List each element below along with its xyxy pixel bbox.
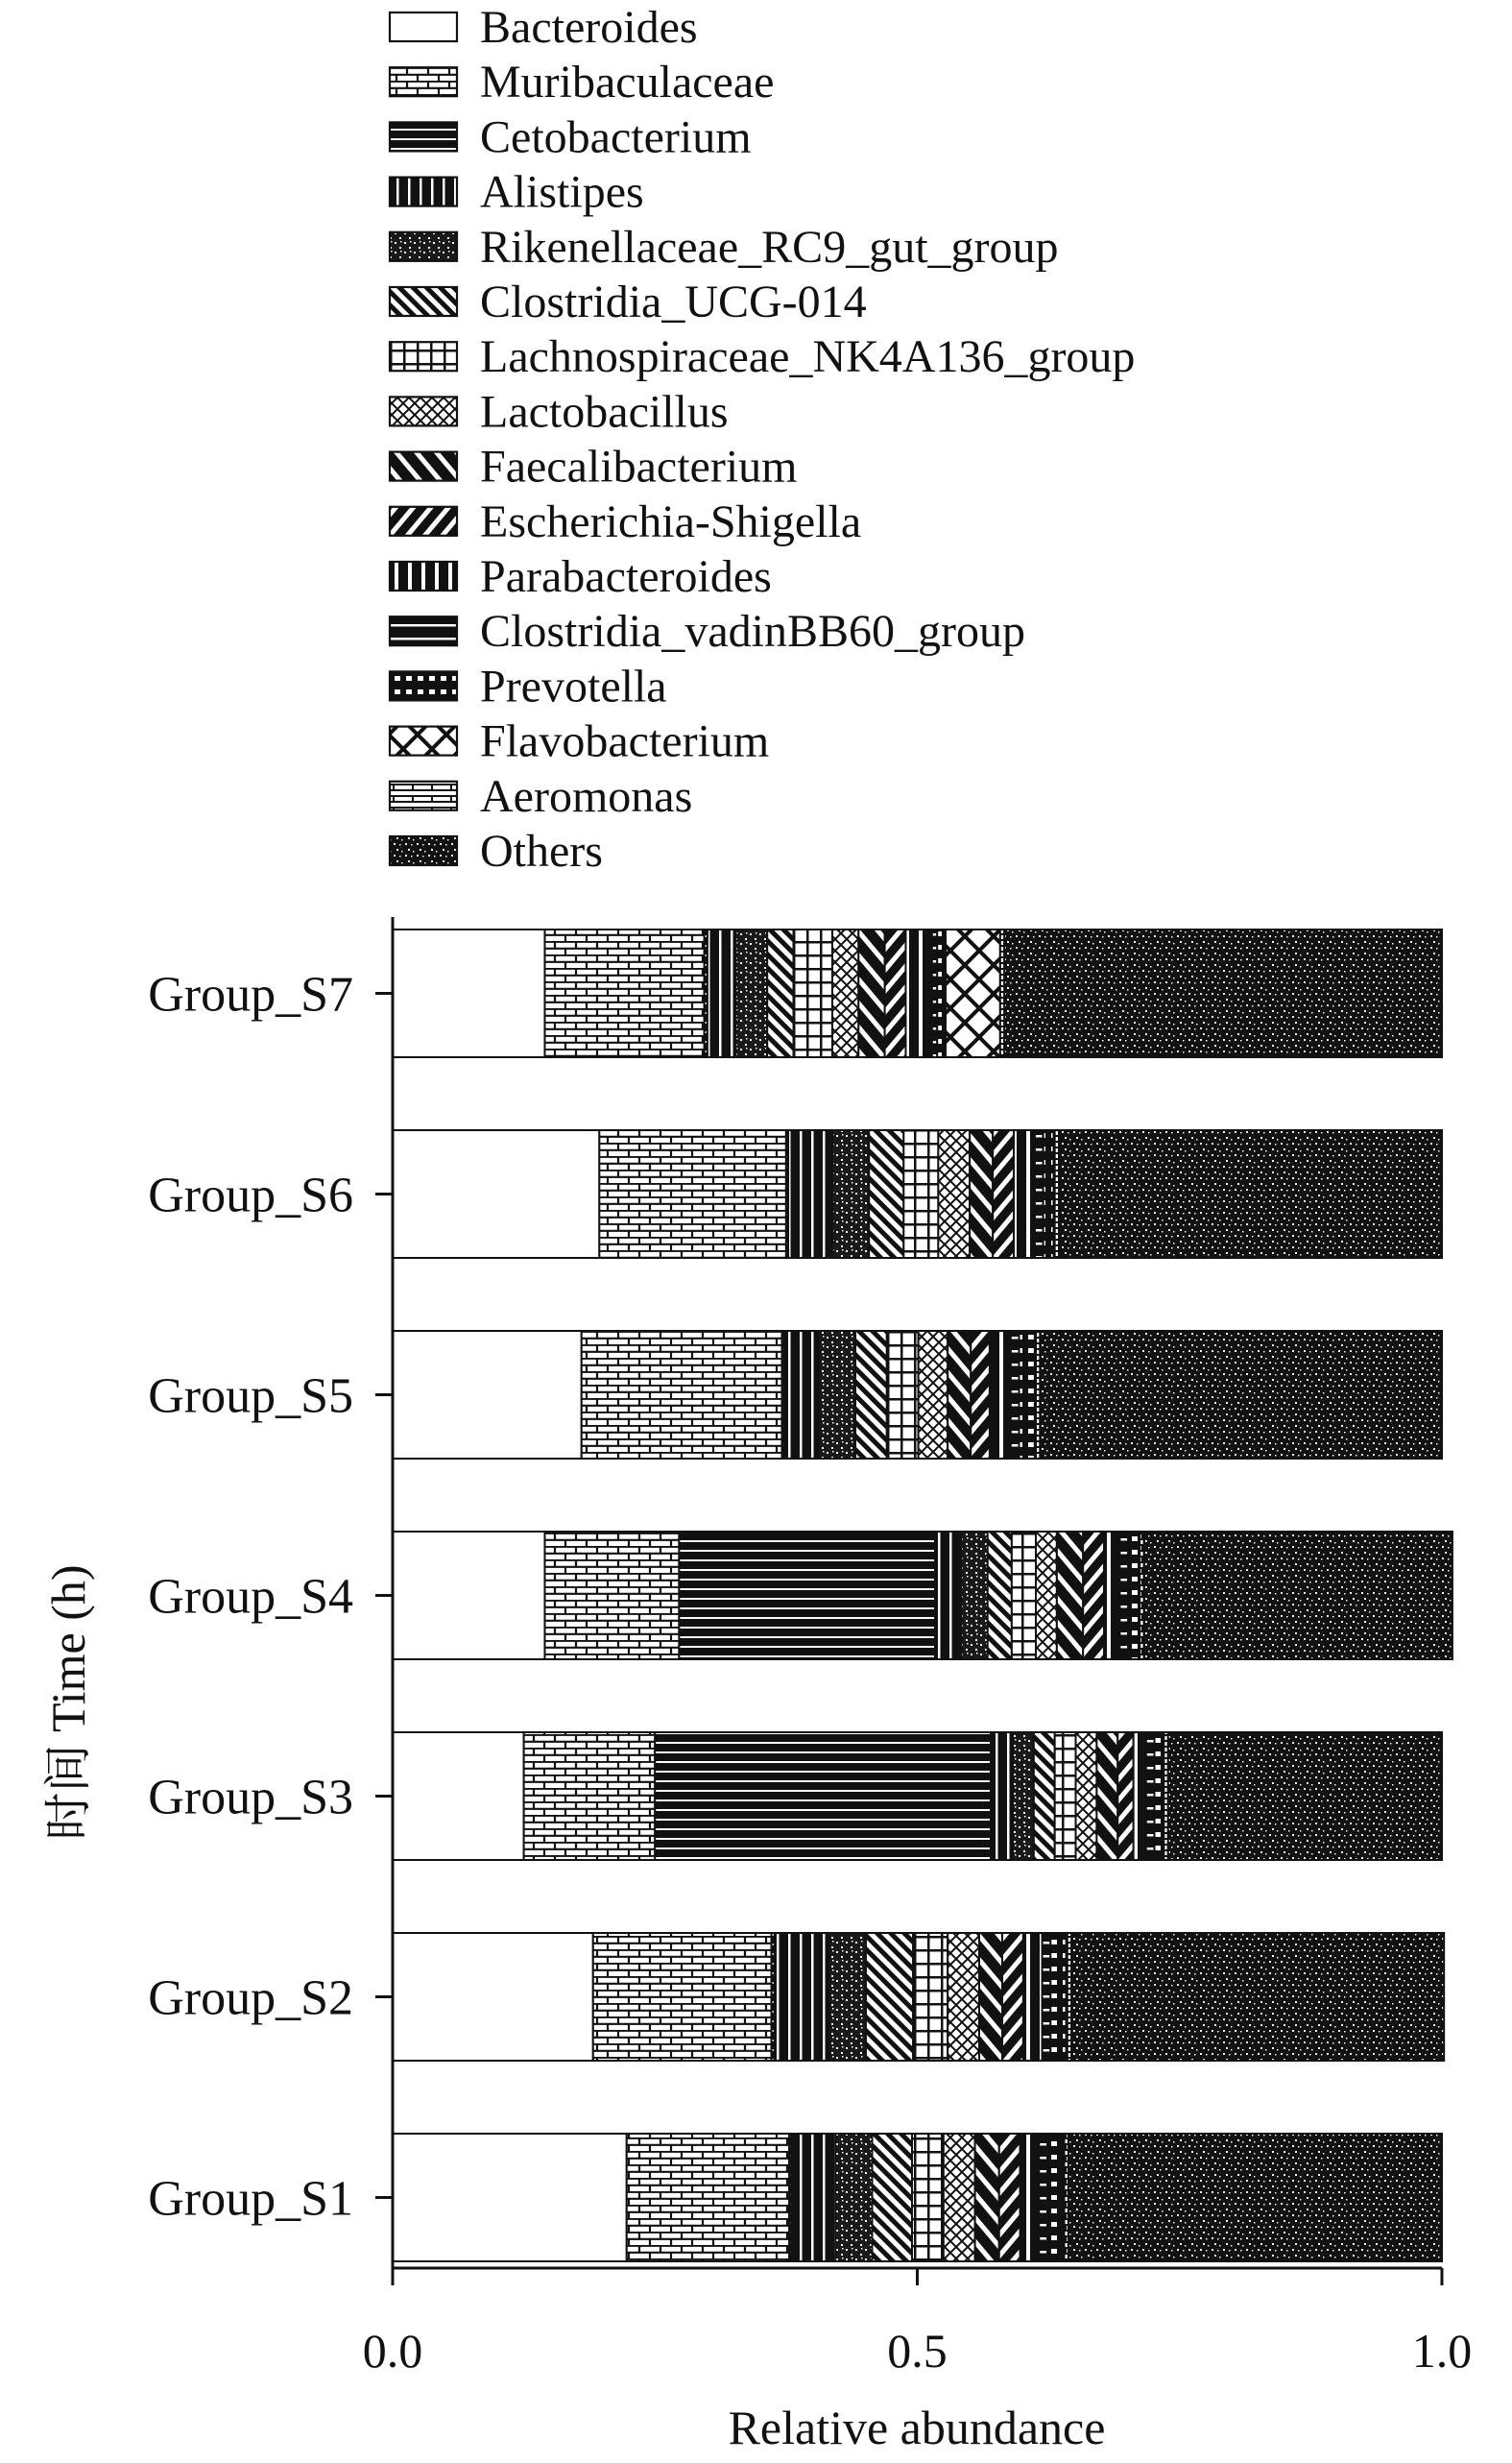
bar-segment-group-s7-lachnospiraceae-nk4a136-group: [794, 930, 832, 1057]
bar-segment-group-s6-escherichia-shigella: [993, 1130, 1014, 1258]
bar-segment-group-s4-clostridia-ucg-014: [988, 1532, 1012, 1659]
bar-segment-group-s5-escherichia-shigella: [971, 1331, 990, 1459]
y-tick-label-group-s4: Group_S4: [148, 1569, 353, 1625]
bar-segment-group-s5-alistipes: [784, 1331, 819, 1459]
bar-segment-group-s4-alistipes: [935, 1532, 961, 1659]
legend-swatch-escherichia-shigella: [390, 507, 457, 536]
legend-label-clostridia-vadinbb60-group: Clostridia_vadinBB60_group: [480, 606, 1025, 658]
bar-segment-group-s7-alistipes: [708, 930, 736, 1057]
bar-segment-group-s6-lachnospiraceae-nk4a136-group: [903, 1130, 938, 1258]
bar-segment-group-s2-parabacteroides: [1023, 1933, 1043, 2061]
bar-segment-group-s5-faecalibacterium: [948, 1331, 971, 1459]
bar-segment-group-s2-clostridia-vadinbb60-group: [1043, 1933, 1051, 2061]
legend-label-parabacteroides: Parabacteroides: [480, 551, 772, 602]
bar-segment-group-s4-lachnospiraceae-nk4a136-group: [1012, 1532, 1036, 1659]
bar-segment-group-s1-escherichia-shigella: [999, 2134, 1020, 2261]
bar-segment-group-s2-alistipes: [775, 1933, 829, 2061]
legend-label-lachnospiraceae-nk4a136-group: Lachnospiraceae_NK4A136_group: [480, 331, 1136, 383]
legend-label-faecalibacterium: Faecalibacterium: [480, 441, 798, 493]
bar-segment-group-s5-lachnospiraceae-nk4a136-group: [887, 1331, 919, 1459]
bar-segment-group-s1-clostridia-ucg-014: [873, 2134, 913, 2261]
bar-segment-group-s3-bacteroides: [393, 1732, 524, 1860]
bar-segment-group-s4-bacteroides: [393, 1532, 544, 1659]
legend-swatch-parabacteroides: [390, 562, 457, 591]
bars-group: [393, 930, 1452, 2261]
bar-segment-group-s6-clostridia-vadinbb60-group: [1035, 1130, 1044, 1258]
bar-segment-group-s2-escherichia-shigella: [1002, 1933, 1023, 2061]
bar-segment-group-s3-escherichia-shigella: [1117, 1732, 1133, 1860]
bar-segment-group-s1-prevotella: [1047, 2134, 1063, 2261]
bar-segment-group-s5-parabacteroides: [990, 1331, 1011, 1459]
legend-swatch-alistipes: [390, 178, 457, 206]
legend-label-lactobacillus: Lactobacillus: [480, 386, 729, 438]
bar-segment-group-s2-clostridia-ucg-014: [866, 1933, 913, 2061]
bar-segment-group-s5-others: [1040, 1331, 1442, 1459]
legend: [390, 2, 1135, 877]
bar-segment-group-s3-others: [1168, 1732, 1442, 1860]
bar-segment-group-s4-others: [1144, 1532, 1452, 1659]
bar-segment-group-s2-lactobacillus: [948, 1933, 979, 2061]
bar-segment-group-s4-lactobacillus: [1036, 1532, 1057, 1659]
bar-segment-group-s3-cetobacterium: [655, 1732, 991, 1860]
bar-segment-group-s4-cetobacterium: [679, 1532, 935, 1659]
bar-segment-group-s4-muribaculaceae: [544, 1532, 679, 1659]
bar-segment-group-s1-muribaculaceae: [627, 2134, 789, 2261]
bar-segment-group-s6-bacteroides: [393, 1130, 599, 1258]
bar-segment-group-s5-prevotella: [1020, 1331, 1035, 1459]
legend-swatch-rikenellaceae-rc9-gut-group: [390, 232, 457, 261]
bar-segment-group-s6-parabacteroides: [1014, 1130, 1035, 1258]
bar-segment-group-s5-clostridia-ucg-014: [855, 1331, 887, 1459]
bar-segment-group-s2-prevotella: [1050, 1933, 1066, 2061]
bar-segment-group-s7-clostridia-ucg-014: [767, 930, 793, 1057]
legend-label-rikenellaceae-rc9-gut-group: Rikenellaceae_RC9_gut_group: [480, 221, 1059, 273]
legend-label-clostridia-ucg-014: Clostridia_UCG-014: [480, 277, 867, 327]
legend-swatch-cetobacterium: [390, 122, 457, 151]
y-tick-label-group-s2: Group_S2: [148, 1970, 353, 2026]
legend-label-alistipes: Alistipes: [480, 166, 644, 218]
legend-label-others: Others: [480, 826, 603, 877]
legend-swatch-flavobacterium: [390, 727, 457, 756]
bar-segment-group-s3-faecalibacterium: [1096, 1732, 1117, 1860]
bar-segment-group-s6-lactobacillus: [938, 1130, 970, 1258]
bar-segment-group-s3-alistipes: [991, 1732, 1013, 1860]
x-tick-label-0: 0.0: [362, 2324, 423, 2378]
bar-segment-group-s3-prevotella: [1155, 1732, 1164, 1860]
legend-label-bacteroides: Bacteroides: [480, 2, 698, 53]
bar-segment-group-s6-faecalibacterium: [970, 1130, 993, 1258]
bar-segment-group-s1-lactobacillus: [944, 2134, 975, 2261]
legend-swatch-aeromonas: [390, 782, 457, 810]
bar-segment-group-s7-others: [1004, 930, 1442, 1057]
y-tick-label-group-s3: Group_S3: [148, 1770, 353, 1825]
y-tick-label-group-s1: Group_S1: [148, 2171, 353, 2227]
legend-swatch-lactobacillus: [390, 397, 457, 425]
bar-segment-group-s1-alistipes: [791, 2134, 835, 2261]
legend-label-escherichia-shigella: Escherichia-Shigella: [480, 495, 862, 547]
bar-segment-group-s7-prevotella: [937, 930, 946, 1057]
x-tick-label-2: 1.0: [1411, 2324, 1473, 2378]
bar-segment-group-s7-muribaculaceae: [544, 930, 704, 1057]
bar-segment-group-s3-clostridia-ucg-014: [1034, 1732, 1055, 1860]
bar-segment-group-s7-faecalibacterium: [858, 930, 884, 1057]
legend-label-flavobacterium: Flavobacterium: [480, 715, 770, 767]
x-tick-label-1: 0.5: [887, 2324, 948, 2378]
bar-segment-group-s7-parabacteroides: [905, 930, 931, 1057]
bar-segment-group-s4-faecalibacterium: [1057, 1532, 1083, 1659]
y-tick-label-group-s6: Group_S6: [148, 1168, 353, 1223]
bar-segment-group-s4-prevotella: [1128, 1532, 1139, 1659]
y-axis-title: 时间 Time (h): [41, 1564, 95, 1841]
legend-swatch-clostridia-ucg-014: [390, 287, 457, 316]
bar-segment-group-s7-lactobacillus: [832, 930, 858, 1057]
bar-segment-group-s1-faecalibacterium: [975, 2134, 999, 2261]
bar-segment-group-s1-rikenellaceae-rc9-gut-group: [835, 2134, 872, 2261]
bar-segment-group-s5-lactobacillus: [919, 1331, 948, 1459]
bar-segment-group-s3-lachnospiraceae-nk4a136-group: [1055, 1732, 1076, 1860]
legend-label-aeromonas: Aeromonas: [480, 770, 693, 822]
bar-segment-group-s3-parabacteroides: [1134, 1732, 1146, 1860]
legend-label-muribaculaceae: Muribaculaceae: [480, 57, 775, 109]
bar-segment-group-s2-rikenellaceae-rc9-gut-group: [829, 1933, 866, 2061]
bar-segment-group-s2-faecalibacterium: [979, 1933, 1002, 2061]
y-tick-label-group-s7: Group_S7: [148, 967, 353, 1023]
bar-segment-group-s2-muribaculaceae: [593, 1933, 772, 2061]
legend-swatch-clostridia-vadinbb60-group: [390, 616, 457, 645]
bar-segment-group-s6-alistipes: [788, 1130, 832, 1258]
bar-segment-group-s7-bacteroides: [393, 930, 544, 1057]
bar-segment-group-s5-clostridia-vadinbb60-group: [1011, 1331, 1020, 1459]
bar-segment-group-s6-prevotella: [1044, 1130, 1054, 1258]
bar-segment-group-s7-rikenellaceae-rc9-gut-group: [735, 930, 767, 1057]
bar-segment-group-s1-lachnospiraceae-nk4a136-group: [912, 2134, 944, 2261]
bar-segment-group-s4-clostridia-vadinbb60-group: [1119, 1532, 1128, 1659]
bar-segment-group-s5-bacteroides: [393, 1331, 582, 1459]
bar-segment-group-s1-clostridia-vadinbb60-group: [1039, 2134, 1047, 2261]
bar-segment-group-s1-parabacteroides: [1020, 2134, 1040, 2261]
bar-segment-group-s7-flavobacterium: [946, 930, 1000, 1057]
bar-segment-group-s6-others: [1059, 1130, 1442, 1258]
bar-segment-group-s1-others: [1068, 2134, 1442, 2261]
x-axis-title: Relative abundance: [728, 2401, 1106, 2454]
bar-segment-group-s6-rikenellaceae-rc9-gut-group: [832, 1130, 869, 1258]
legend-swatch-faecalibacterium: [390, 452, 457, 481]
bar-segment-group-s4-rikenellaceae-rc9-gut-group: [961, 1532, 987, 1659]
bar-segment-group-s1-bacteroides: [393, 2134, 627, 2261]
bar-segment-group-s4-escherichia-shigella: [1083, 1532, 1104, 1659]
bar-segment-group-s5-rikenellaceae-rc9-gut-group: [819, 1331, 855, 1459]
legend-swatch-others: [390, 836, 457, 865]
bar-segment-group-s3-muribaculaceae: [524, 1732, 656, 1860]
legend-swatch-muribaculaceae: [390, 67, 457, 96]
bar-segment-group-s3-clostridia-vadinbb60-group: [1146, 1732, 1155, 1860]
bar-segment-group-s2-bacteroides: [393, 1933, 593, 2061]
bar-segment-group-s3-lactobacillus: [1076, 1732, 1097, 1860]
legend-label-cetobacterium: Cetobacterium: [480, 111, 752, 163]
legend-swatch-prevotella: [390, 671, 457, 700]
bar-segment-group-s3-rikenellaceae-rc9-gut-group: [1013, 1732, 1034, 1860]
y-tick-label-group-s5: Group_S5: [148, 1368, 353, 1424]
bar-segment-group-s6-muribaculaceae: [599, 1130, 786, 1258]
legend-swatch-lachnospiraceae-nk4a136-group: [390, 342, 457, 371]
legend-label-prevotella: Prevotella: [480, 661, 667, 712]
bar-segment-group-s2-lachnospiraceae-nk4a136-group: [913, 1933, 948, 2061]
bar-segment-group-s2-others: [1071, 1933, 1444, 2061]
bar-segment-group-s5-muribaculaceae: [582, 1331, 782, 1459]
bar-segment-group-s7-escherichia-shigella: [885, 930, 906, 1057]
legend-swatch-bacteroides: [390, 12, 457, 41]
bar-segment-group-s4-parabacteroides: [1104, 1532, 1119, 1659]
bar-segment-group-s6-clostridia-ucg-014: [869, 1130, 903, 1258]
